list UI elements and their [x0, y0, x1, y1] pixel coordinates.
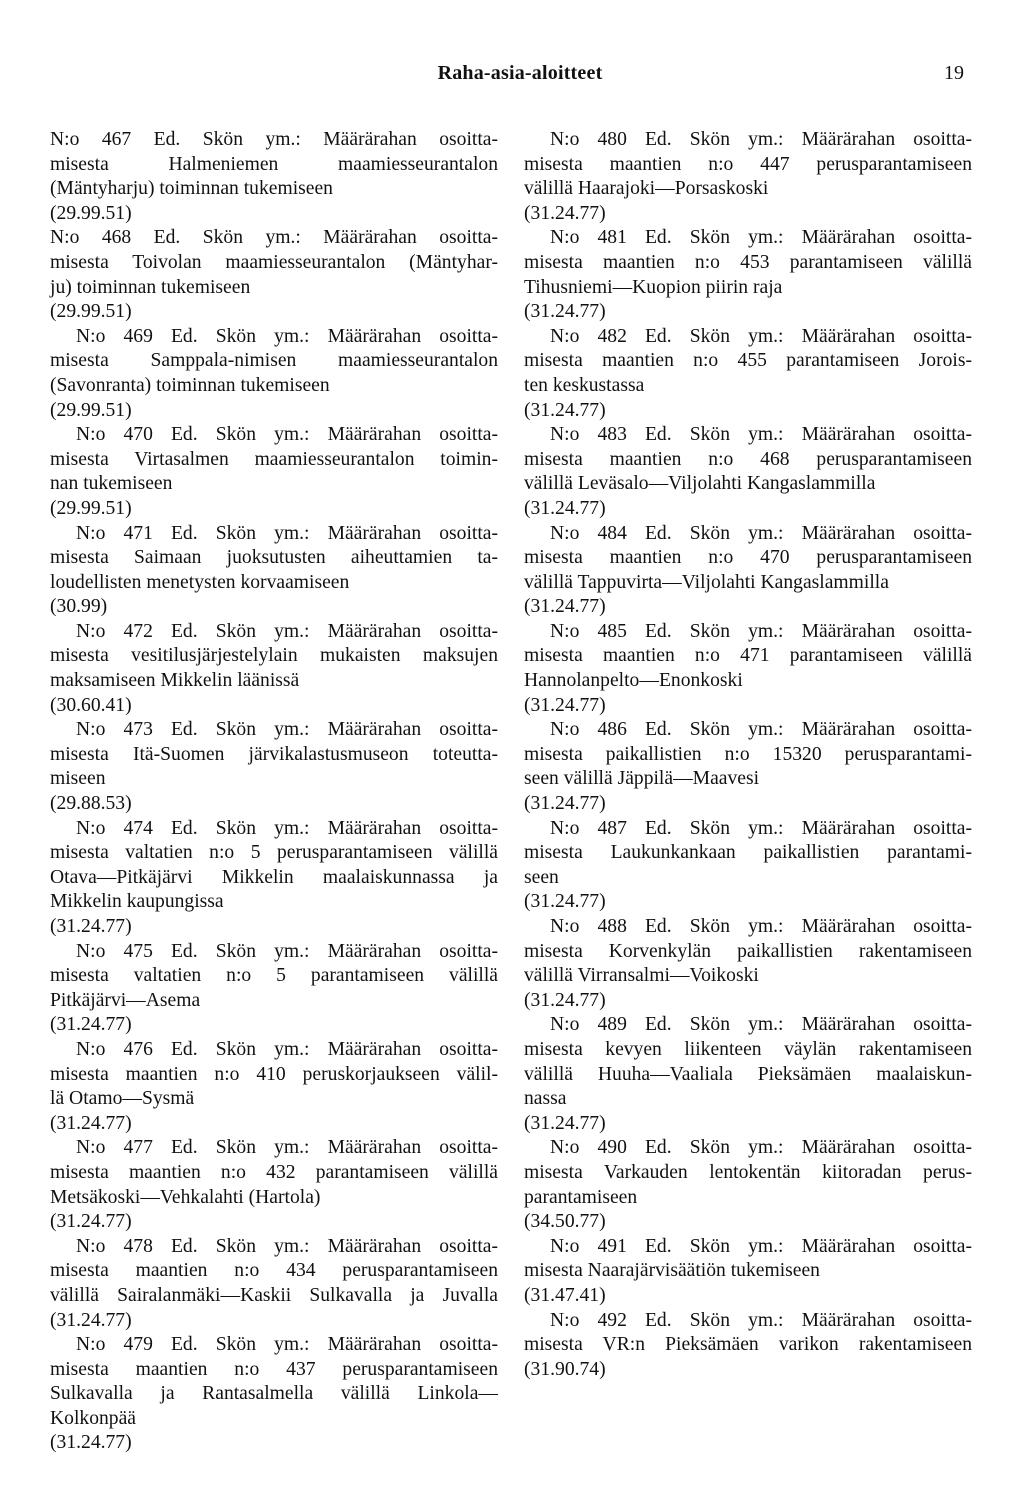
motion-entry [524, 1235, 972, 1309]
entry-text-line: misesta maantien n:o 471 parantamiseen välillä [524, 645, 972, 667]
budget-item-code: (31.24.77) [50, 1112, 132, 1134]
budget-item-code: (31.24.77) [50, 1432, 132, 1454]
entry-text-line: misesta vesitilusjärjestelylain mukaisten maksujen [50, 645, 498, 667]
motion-entry [50, 522, 498, 620]
entry-text-line: misesta Korvenkylän paikallistien rakentamiseen [524, 940, 972, 962]
motion-entry [524, 522, 972, 620]
entry-text-line: Otava—Pitkäjärvi Mikkelin maalaiskunnassa ja [50, 866, 498, 888]
motion-entry [524, 1136, 972, 1234]
entry-text-line: misesta maantien n:o 455 parantamiseen Jorois- [524, 350, 972, 372]
motion-entry [524, 1309, 972, 1383]
entry-text-line: misesta Halmeniemen maamiesseurantalon [50, 153, 498, 175]
budget-item-code: (30.60.41) [50, 694, 132, 716]
entry-text-line: N:o 468 Ed. Skön ym.: Määrärahan osoitta- [50, 227, 498, 249]
right-column [524, 128, 972, 1382]
budget-item-code: (31.24.77) [524, 891, 606, 913]
budget-item-code: (31.24.77) [524, 497, 606, 519]
entry-text-line: N:o 469 Ed. Skön ym.: Määrärahan osoitta- [76, 325, 498, 347]
entry-text-line: misesta Saimaan juoksutusten aiheuttamien ta- [50, 547, 498, 569]
entry-text-line: loudellisten menetysten korvaamiseen [50, 571, 350, 593]
entry-text-line: ju) toiminnan tukemiseen [50, 276, 251, 298]
budget-item-code: (31.90.74) [524, 1358, 606, 1380]
budget-item-code: (29.99.51) [50, 497, 132, 519]
entry-text-line: misesta Laukunkankaan paikallistien parantami- [524, 842, 972, 864]
page-number: 19 [944, 62, 964, 84]
entry-text-line: N:o 482 Ed. Skön ym.: Määrärahan osoitta- [550, 325, 972, 347]
entry-text-line: N:o 492 Ed. Skön ym.: Määrärahan osoitta- [550, 1309, 972, 1331]
entry-text-line: N:o 487 Ed. Skön ym.: Määrärahan osoitta- [550, 817, 972, 839]
entry-text-line: välillä Haarajoki—Porsaskoski [524, 178, 769, 200]
budget-item-code: (30.99) [50, 596, 108, 618]
motion-entry [50, 1333, 498, 1456]
motion-entry [50, 128, 498, 226]
entry-text-line: N:o 479 Ed. Skön ym.: Määrärahan osoitta- [76, 1334, 498, 1356]
left-column [50, 128, 498, 1456]
entry-text-line: Pitkäjärvi—Asema [50, 989, 201, 1011]
entry-text-line: N:o 480 Ed. Skön ym.: Määrärahan osoitta- [550, 129, 972, 150]
page-header [0, 62, 1024, 92]
budget-item-code: (31.24.77) [524, 399, 606, 421]
budget-item-code: (31.24.77) [50, 1211, 132, 1233]
motion-entry [524, 423, 972, 521]
motion-entry [524, 718, 972, 816]
entry-text-line: N:o 489 Ed. Skön ym.: Määrärahan osoitta- [550, 1014, 972, 1036]
entry-text-line: miseen [50, 768, 106, 790]
entry-text-line: parantamiseen [524, 1186, 638, 1208]
entry-text-line: misesta paikallistien n:o 15320 perusparantami- [524, 743, 972, 765]
entry-text-line: misesta Varkauden lentokentän kiitoradan perus- [524, 1161, 972, 1183]
motion-entry [524, 128, 972, 226]
entry-text-line: N:o 471 Ed. Skön ym.: Määrärahan osoitta- [76, 522, 498, 544]
entry-text-line: misesta Virtasalmen maamiesseurantalon toimin- [50, 448, 498, 470]
entry-text-line: Tihusniemi—Kuopion piirin raja [524, 276, 783, 298]
entry-text-line: Kolkonpää [50, 1407, 136, 1429]
entry-text-line: seen [524, 866, 559, 888]
entry-text-line: misesta maantien n:o 434 perusparantamiseen [50, 1260, 498, 1282]
entry-text-line: misesta maantien n:o 470 perusparantamiseen [524, 547, 972, 569]
entry-text-line: misesta maantien n:o 447 perusparantamiseen [524, 153, 972, 175]
budget-item-code: (29.99.51) [50, 202, 132, 224]
motion-entry [50, 423, 498, 521]
motion-entry [524, 325, 972, 423]
entry-text-line: nassa [524, 1088, 567, 1110]
entry-text-line: lä Otamo—Sysmä [50, 1088, 195, 1110]
entry-text-line: N:o 488 Ed. Skön ym.: Määrärahan osoitta- [550, 916, 972, 937]
motion-entry [524, 1013, 972, 1136]
entry-text-line: N:o 472 Ed. Skön ym.: Määrärahan osoitta- [76, 620, 498, 642]
entry-text-line: N:o 473 Ed. Skön ym.: Määrärahan osoitta- [76, 719, 498, 741]
budget-item-code: (31.24.77) [524, 301, 606, 323]
motion-entry [50, 620, 498, 718]
entry-text-line: misesta kevyen liikenteen väylän rakentamiseen [524, 1038, 972, 1060]
budget-item-code: (31.24.77) [524, 793, 606, 815]
budget-item-code: (29.88.53) [50, 793, 132, 815]
entry-text-line: välillä Sairalanmäki—Kaskii Sulkavalla ja Juvalla [50, 1284, 498, 1306]
motion-entry [50, 1235, 498, 1333]
budget-item-code: (31.24.77) [524, 1112, 606, 1134]
motion-entry [524, 226, 972, 324]
running-title: Raha-asia-aloitteet [437, 62, 603, 84]
entry-text-line: välillä Tappuvirta—Viljolahti Kangaslammilla [524, 571, 889, 593]
entry-text-line: N:o 491 Ed. Skön ym.: Määrärahan osoitta- [550, 1235, 972, 1257]
entry-text-line: misesta maantien n:o 468 perusparantamiseen [524, 448, 972, 470]
entry-text-line: misesta valtatien n:o 5 perusparantamiseen välillä [50, 842, 498, 864]
entry-text-line: välillä Huuha—Vaaliala Pieksämäen maalaiskun- [524, 1063, 972, 1085]
budget-item-code: (31.47.41) [524, 1284, 606, 1306]
entry-text-line: N:o 481 Ed. Skön ym.: Määrärahan osoitta- [550, 227, 972, 249]
entry-text-line: misesta maantien n:o 437 perusparantamiseen [50, 1358, 498, 1380]
entry-text-line: maksamiseen Mikkelin läänissä [50, 670, 300, 692]
entry-text-line: N:o 478 Ed. Skön ym.: Määrärahan osoitta- [76, 1235, 498, 1257]
entry-text-line: misesta Naarajärvisäätiön tukemiseen [524, 1260, 820, 1282]
entry-text-line: misesta valtatien n:o 5 parantamiseen välillä [50, 965, 498, 987]
entry-text-line: N:o 467 Ed. Skön ym.: Määrärahan osoitta- [50, 129, 498, 150]
entry-text-line: (Mäntyharju) toiminnan tukemiseen [50, 178, 333, 200]
motion-entry [50, 940, 498, 1038]
entry-text-line: misesta VR:n Pieksämäen varikon rakentamiseen [524, 1334, 972, 1356]
motion-entry [50, 817, 498, 940]
budget-item-code: (31.24.77) [50, 916, 132, 937]
motion-entry [524, 620, 972, 718]
budget-item-code: (29.99.51) [50, 399, 132, 421]
budget-item-code: (29.99.51) [50, 301, 132, 323]
budget-item-code: (31.24.77) [524, 989, 606, 1011]
budget-item-code: (31.24.77) [524, 202, 606, 224]
motion-entry [50, 1136, 498, 1234]
entry-text-line: N:o 483 Ed. Skön ym.: Määrärahan osoitta- [550, 424, 972, 446]
entry-text-line: ten keskustassa [524, 374, 645, 396]
entry-text-line: Mikkelin kaupungissa [50, 891, 224, 913]
entry-text-line: misesta maantien n:o 432 parantamiseen välillä [50, 1161, 498, 1183]
budget-item-code: (31.24.77) [50, 1014, 132, 1036]
entry-text-line: misesta Toivolan maamiesseurantalon (Mäntyhar- [50, 251, 498, 273]
entry-text-line: välillä Leväsalo—Viljolahti Kangaslammilla [524, 473, 876, 495]
entry-text-line: misesta Itä-Suomen järvikalastusmuseon toteutta- [50, 743, 498, 765]
entry-text-line: Sulkavalla ja Rantasalmella välillä Linkola— [50, 1383, 498, 1405]
motion-entry [50, 1038, 498, 1136]
budget-item-code: (34.50.77) [524, 1211, 606, 1233]
entry-text-line: (Savonranta) toiminnan tukemiseen [50, 374, 330, 396]
entry-text-line: Hannolanpelto—Enonkoski [524, 670, 743, 692]
budget-item-code: (31.24.77) [50, 1309, 132, 1331]
entry-text-line: N:o 490 Ed. Skön ym.: Määrärahan osoitta- [550, 1137, 972, 1159]
motion-entry [50, 226, 498, 324]
entry-text-line: misesta Samppala-nimisen maamiesseurantalon [50, 350, 498, 372]
entry-text-line: nan tukemiseen [50, 473, 173, 495]
entry-text-line: seen välillä Jäppilä—Maavesi [524, 768, 760, 790]
entry-text-line: misesta maantien n:o 453 parantamiseen välillä [524, 251, 972, 273]
motion-entry [524, 915, 972, 1013]
entry-text-line: N:o 477 Ed. Skön ym.: Määrärahan osoitta- [76, 1137, 498, 1159]
entry-text-line: N:o 476 Ed. Skön ym.: Määrärahan osoitta- [76, 1038, 498, 1060]
entry-text-line: N:o 474 Ed. Skön ym.: Määrärahan osoitta- [76, 817, 498, 839]
budget-item-code: (31.24.77) [524, 694, 606, 716]
motion-entry [50, 718, 498, 816]
motion-entry [524, 817, 972, 915]
entry-text-line: N:o 475 Ed. Skön ym.: Määrärahan osoitta- [76, 940, 498, 962]
motion-entry [50, 325, 498, 423]
entry-text-line: N:o 485 Ed. Skön ym.: Määrärahan osoitta- [550, 620, 972, 642]
entry-text-line: Metsäkoski—Vehkalahti (Hartola) [50, 1186, 321, 1208]
budget-item-code: (31.24.77) [524, 596, 606, 618]
entry-text-line: välillä Virransalmi—Voikoski [524, 965, 759, 987]
entry-text-line: N:o 486 Ed. Skön ym.: Määrärahan osoitta- [550, 719, 972, 741]
entry-text-line: N:o 470 Ed. Skön ym.: Määrärahan osoitta- [76, 424, 498, 446]
entry-text-line: misesta maantien n:o 410 peruskorjaukseen välil- [50, 1063, 498, 1085]
entry-text-line: N:o 484 Ed. Skön ym.: Määrärahan osoitta- [550, 522, 972, 544]
